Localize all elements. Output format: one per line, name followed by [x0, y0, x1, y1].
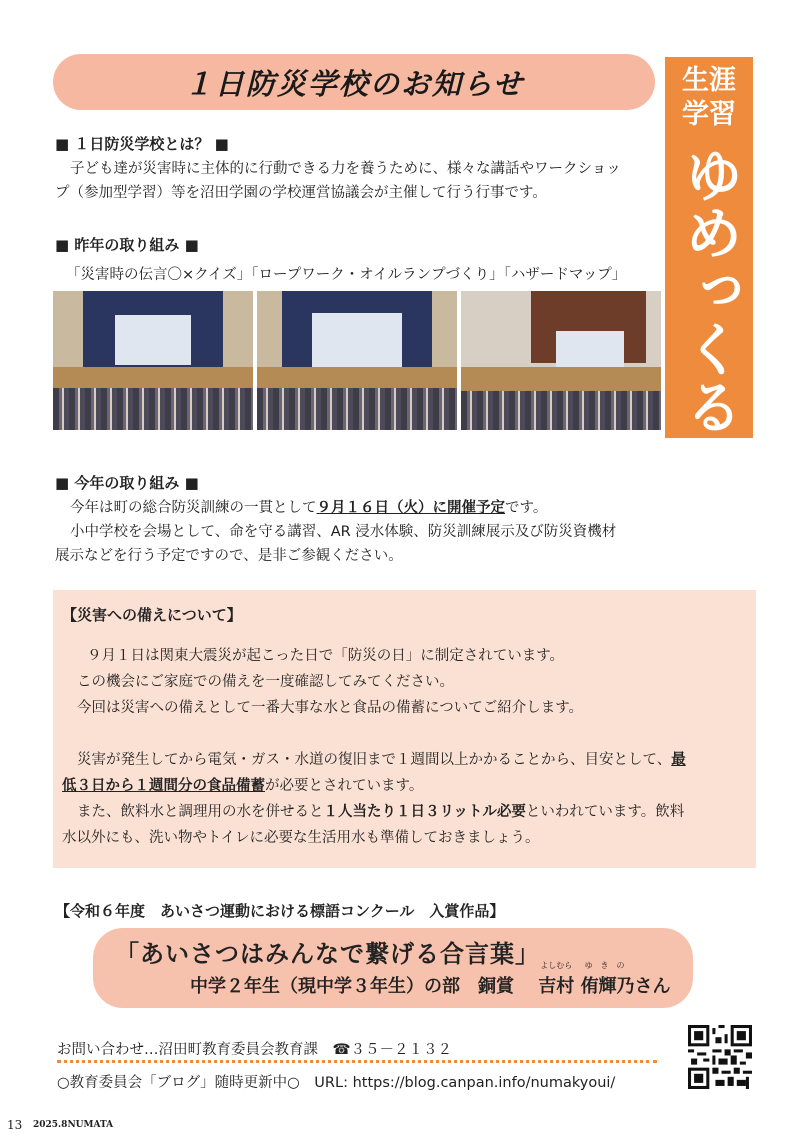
- section1-body: [55, 157, 660, 205]
- section3-line3: 展示などを行う予定ですので、是非ご参観ください。: [55, 548, 403, 564]
- side-label-line2: 学習: [682, 99, 736, 130]
- blog-info[interactable]: ○教育委員会「ブログ」随時更新中○ URL: https://blog.canpan.info/numakyoui/: [57, 1075, 616, 1091]
- side-label-name: ゆめっくる: [665, 141, 753, 438]
- page-number: 13: [7, 1118, 23, 1132]
- section3-heading: ■ 今年の取り組み ■: [55, 474, 199, 492]
- section1-heading: ■ １日防災学校とは？ ■: [55, 135, 229, 153]
- event-date: ９月１６日（火）に開催予定: [316, 500, 505, 516]
- footer-divider: [57, 1060, 657, 1063]
- award-winner: 中学２年生（現中学３年生）の部 銅賞 よしむら 吉村 ゆ き の 侑輝乃さん: [190, 961, 671, 997]
- photo-quiz: [53, 291, 253, 430]
- contact-info: お問い合わせ…沼田町教育委員会教育課 ☎３５－２１３２: [57, 1042, 453, 1058]
- page-title: １日防災学校のお知らせ: [183, 66, 525, 101]
- section2-heading: ■ 昨年の取り組み ■: [55, 236, 199, 254]
- qr-code-image: [688, 1025, 752, 1089]
- info-heading: 【災害への備えについて】: [62, 606, 242, 624]
- issue-label: 2025.8NUMATA: [33, 1120, 114, 1130]
- section1-line2: プ（参加型学習）等を沼田学園の学校運営協議会が主催して行う行事です。: [55, 185, 547, 201]
- award-slogan: 「あいさつはみんなで繋げる合言葉」: [115, 940, 540, 968]
- section3-body: 今年は町の総合防災訓練の一貫として９月１６日（火）に開催予定です。 小中学校を会場として、命を守る講習、AR 浸水体験、防災訓練展示及び防災資機材 展示などを行う予定ですので、是非ご参観ください。: [55, 496, 665, 568]
- side-label-category: [665, 57, 753, 141]
- photo-hazard-map: [461, 291, 661, 430]
- award-heading: 【令和６年度 あいさつ運動における標語コンクール 入賞作品】: [55, 902, 505, 920]
- section1-line1: 子ども達が災害時に主体的に行動できる力を養うために、様々な講話やワークショッ: [70, 161, 621, 177]
- photo-caption: 「災害時の伝言〇×クイズ」「ロープワーク・オイルランプづくり」「ハザードマップ」: [66, 267, 627, 283]
- info-body: ９月１日は関東大震災が起こった日で「防災の日」に制定されています。 この機会にご家庭での備えを一度確認してみてください。 今回は災害への備えとして一番大事な水と食品の備蓄についてご紹介します。 災害が発生してから電気・ガス・水道の復旧まで１週間以上かかることから、目安として、最 低３日から１週間分の食品備蓄が必要とされています。 また、飲料水と調理用の水を併せると１人当たり１日３リットル必要といわれています。飲料 水以外にも、洗い物やトイレに必要な生活用水も準備しておきましょう。: [62, 648, 686, 846]
- photo-ropework: [257, 291, 457, 430]
- title-banner: [53, 54, 655, 110]
- section3-line2: 小中学校を会場として、命を守る講習、AR 浸水体験、防災訓練展示及び防災資機材: [70, 524, 617, 540]
- qr-code[interactable]: [688, 1025, 752, 1089]
- side-label-line1: 生涯: [682, 65, 736, 96]
